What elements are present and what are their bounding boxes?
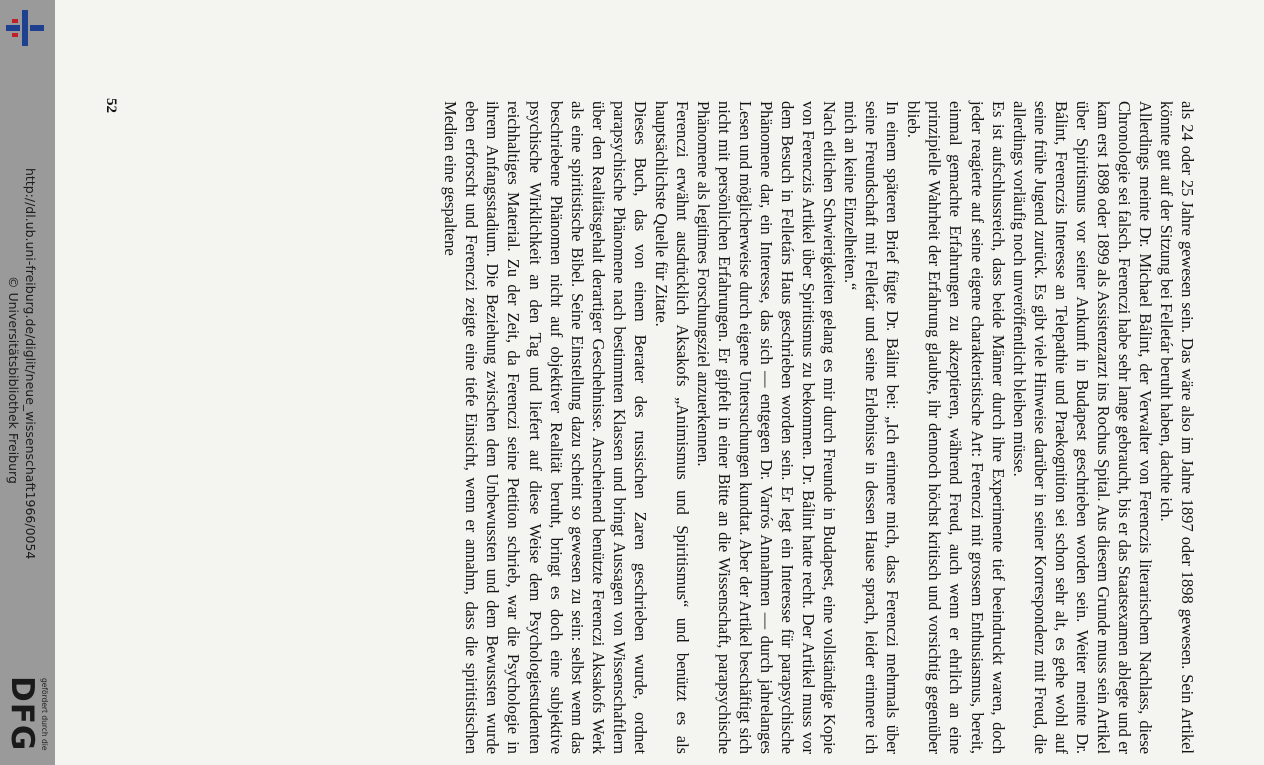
page-text	[138, 101, 1198, 754]
ub-freiburg-logo-icon	[4, 8, 46, 48]
paragraph-1: als 24 oder 25 Jahre gewesen sein. Das wäre also im Jahre 1897 oder 1898 gewesen. Sein Artikel könnte gut auf der Sitzung bei Felletár beruht haben, dachte ich.	[1156, 101, 1197, 754]
source-url-link[interactable]: http://dl.ub.uni-freiburg.de/diglit/neue_wissenschaft1966/0054	[23, 168, 38, 560]
paragraph-5: Nach etlichen Schwierigkeiten gelang es mir durch Freunde in Budapest, eine vollständige Kopie von Ferenczis Artikel über Spiritismus zu bekommen. Dr. Bálint hatte recht. Der Artikel muss vor dem Besuch in Felletárs Haus geschrieben worden sein. Er legt ein Interesse für parapsychische Phänomene dar, ein Interesse, das sich — entgegen Dr. Varrós Annahmen — durch jahrelanges Lesen und möglicherweise durch eigene Untersuchungen kundtat. Aber der Artikel beschäftigt sich nicht mit persönlichen Erfahrungen. Er gipfelt in einer Bitte an die Wissenschaft, parapsychische Phänomene als legitimes Forschungsziel anzuerkennen.	[693, 101, 840, 754]
paragraph-2: Allerdings meinte Dr. Michael Bálint, der Verwalter von Ferenczis literarischem Nachlass, diese Chronologie sei falsch. Ferenczi habe sehr lange gebraucht, bis er das Staatsexamen ablegte und er kam erst 1898 oder 1899 als Assistenzarzt ins Rochus Spital. Aus diesem Grunde muss sein Artikel über Spiritismus vor seiner Ankunft in Budapest geschrieben worden sein. Weiter meinte Dr. Bálint, Ferenczis Interesse an Telepathie und Praekognition sei schon sehr alt, es gehe wohl auf seine frühe Jugend zurück. Es gibt viele Hinweise darüber in seiner Korrespondenz mit Freud, die allerdings vorläufig noch unveröffentlicht bleiben müsse.	[1009, 101, 1155, 754]
dfg-logo: DFG	[4, 676, 40, 752]
library-sidebar	[0, 0, 55, 765]
paragraph-6: Ferenczi erwähnt ausdrücklich Aksakofs „Animismus und Spiritismus“ und benützt es als hauptsächlichste Quelle für Zitate.	[651, 101, 692, 754]
copyright-notice: © Universitätsbibliothek Freiburg	[6, 276, 21, 484]
paragraph-7: Dieses Buch, das von einem Berater des russischen Zaren geschrieben wurde, ordnet parapsychische Phänomene nach bestimmten Klassen und bringt Aussagen von Wissenschaftlern über den Realitätsgehalt derartiger Geschehnisse. Anscheinend benützte Ferenczi Aksakofs Werk als eine spiritistische Bibel. Seine Einstellung dazu scheint so gewesen zu sein: selbst wenn das beschriebene Phänomen nicht auf objektiver Realität beruht, bringt es doch eine subjektive psychische Wirklichkeit an den Tag und liefert auf diese Weise dem Psychologiestudenten reichhaltiges Material. Zu der Zeit, da Ferenczi seine Petition schrieb, war die Psychologie in ihrem Anfangsstadium. Die Beziehung zwischen dem Unbewussten und dem Bewussten wurde eben erforscht und Ferenczi zeigte eine tiefe Einsicht, wenn er annahm, dass die spiritistischen Medien eine gespaltene	[441, 101, 650, 754]
page-number: 52	[103, 98, 119, 113]
paragraph-3: Es ist aufschlussreich, dass beide Männer durch ihre Experimente tief beeindruckt waren, doch jeder reagierte auf seine eigene charakteristische Art: Ferenczi mit grossem Enthusiasmus, bereit, einmal gemachte Erfahrungen zu akzeptieren, während Freud, auch wenn er ehrlich an eine prinzipielle Wahrheit der Erfahrung glaubte, ihr dennoch höchst kritisch und vorsichtig gegenüber blieb.	[904, 101, 1008, 754]
funding-caption: gefördert durch die	[40, 678, 49, 751]
paragraph-4: In einem späteren Brief fügte Dr. Bálint bei: „Ich erinnere mich, dass Ferenczi mehrmals über seine Freundschaft mit Felletár und seine Erlebnisse in dessen Hause sprach, leider erinnere ich mich an keine Einzelheiten.“	[841, 101, 903, 754]
